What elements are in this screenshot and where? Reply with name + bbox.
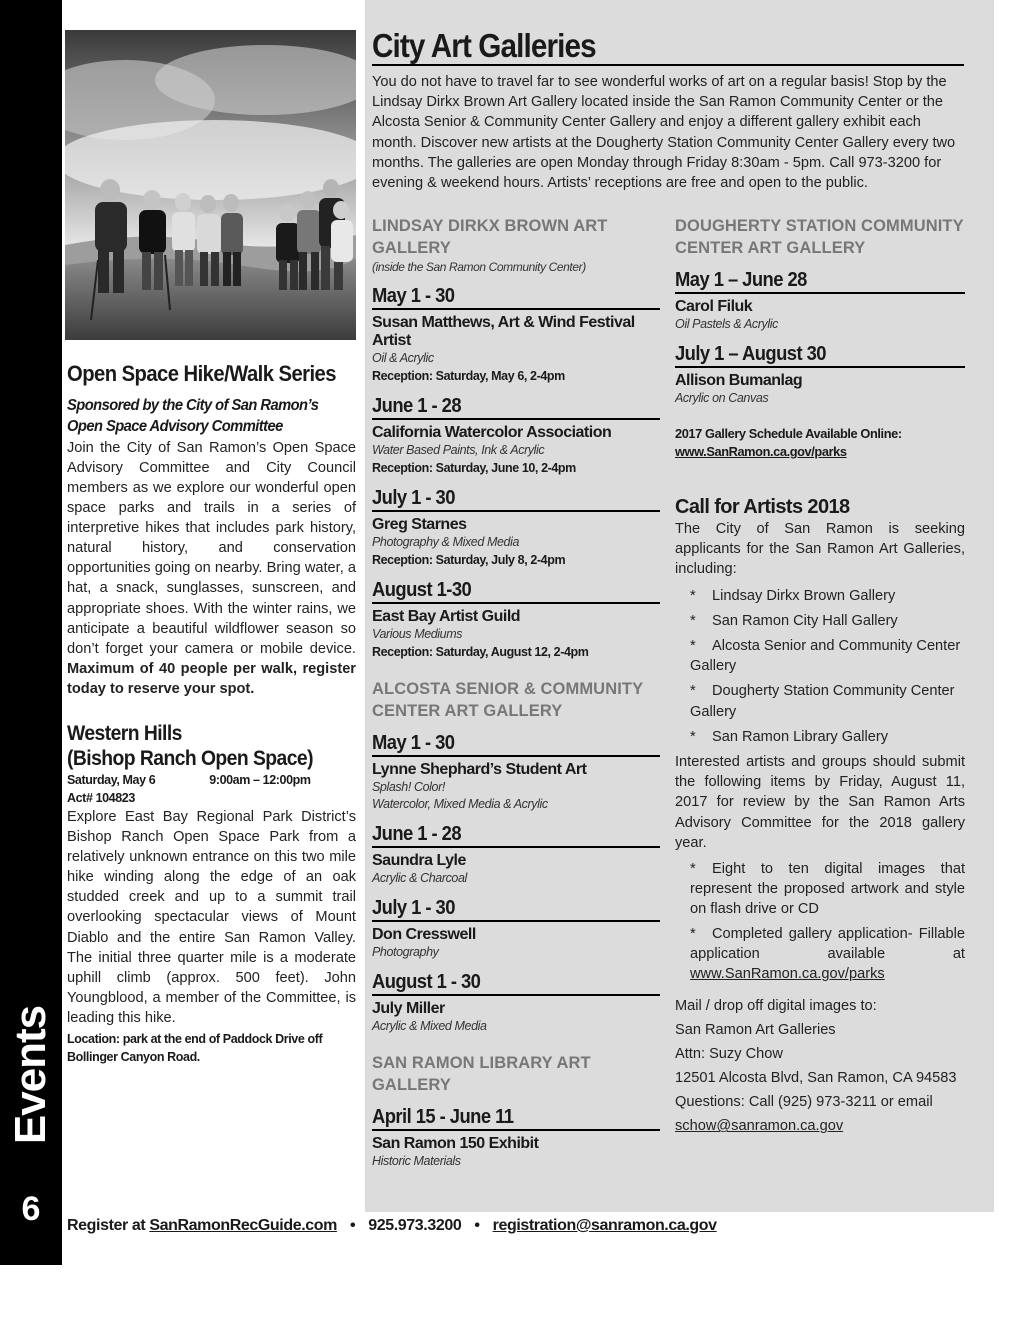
exhibit-medium: Acrylic & Charcoal — [372, 871, 467, 885]
exhibit-dates: May 1 - 30 — [372, 285, 660, 310]
register-site-link[interactable]: SanRamonRecGuide.com — [149, 1217, 337, 1234]
hike-sponsor-line1: Sponsored by the City of San Ramon’s — [67, 396, 319, 414]
list-item: * Dougherty Station Community Center Gallery — [690, 683, 955, 720]
exhibit-dates: April 15 - June 11 — [372, 1106, 660, 1131]
exhibit-medium: Photography — [372, 945, 439, 959]
exhibit-artist: Susan Matthews, Art & Wind Festival Artist — [372, 314, 635, 349]
exhibit-reception: Reception: Saturday, August 12, 2-4pm — [372, 645, 589, 659]
exhibit-artist: Saundra Lyle — [372, 852, 466, 869]
exhibit-medium-detail: Watercolor, Mixed Media & Acrylic — [372, 797, 548, 811]
dougherty-gallery-heading: DOUGHERTY STATION COMMUNITY CENTER ART GALLERY — [675, 217, 964, 257]
exhibit-dates: August 1 - 30 — [372, 971, 660, 996]
call-gallery-list — [675, 586, 965, 747]
exhibit-dates: July 1 – August 30 — [675, 343, 965, 368]
call-items-list — [675, 859, 965, 984]
galleries-title: City Art Galleries — [372, 28, 964, 66]
mail-line: Attn: Suzy Chow — [675, 1046, 783, 1063]
exhibit-medium: Water Based Paints, Ink & Acrylic — [372, 443, 545, 457]
footer-phone: 925.973.3200 — [368, 1217, 462, 1234]
schedule-link[interactable]: www.SanRamon.ca.gov/parks — [675, 444, 847, 459]
exhibit-medium: Oil & Acrylic — [372, 351, 434, 365]
list-item: * Completed gallery application- Fillable application available at www.SanRamon.ca.gov/parks — [690, 925, 965, 983]
western-hills-title-line2: (Bishop Ranch Open Space) — [67, 747, 313, 770]
exhibit-dates: July 1 - 30 — [372, 897, 660, 922]
application-link[interactable]: www.SanRamon.ca.gov/parks — [690, 966, 885, 983]
list-item: * San Ramon Library Gallery — [690, 728, 889, 745]
exhibit-medium: Acrylic & Mixed Media — [372, 1019, 487, 1033]
exhibit-dates: June 1 - 28 — [372, 395, 660, 420]
exhibit-medium: Splash! Color! — [372, 780, 445, 794]
exhibit-dates: May 1 – June 28 — [675, 269, 965, 294]
mail-line: Questions: Call (925) 973-3211 or email — [675, 1094, 933, 1111]
western-hills-title-line1: Western Hills — [67, 722, 182, 745]
exhibit-dates: July 1 - 30 — [372, 487, 660, 512]
gallery-column-right — [675, 216, 965, 1138]
hike-column — [67, 360, 356, 1066]
exhibit-artist: California Watercolor Association — [372, 424, 612, 441]
exhibit-medium: Historic Materials — [372, 1154, 461, 1168]
western-hills-date-time: Saturday, May 6 9:00am – 12:00pm — [67, 773, 311, 787]
call-for-artists-title: Call for Artists 2018 — [675, 496, 850, 518]
mail-line: 12501 Alcosta Blvd, San Ramon, CA 94583 — [675, 1070, 957, 1087]
contact-email-link[interactable]: schow@sanramon.ca.gov — [675, 1118, 844, 1135]
exhibit-reception: Reception: Saturday, May 6, 2-4pm — [372, 369, 565, 383]
section-label: Events — [6, 1005, 55, 1145]
exhibit-reception: Reception: Saturday, June 10, 2-4pm — [372, 461, 576, 475]
western-hills-activity-number: Act# 104823 — [67, 791, 135, 805]
exhibit-medium: Acrylic on Canvas — [675, 391, 769, 405]
exhibit-artist: Lynne Shephard’s Student Art — [372, 761, 587, 778]
exhibit-medium: Oil Pastels & Acrylic — [675, 317, 778, 331]
footer-separator: • — [350, 1217, 356, 1234]
footer-separator: • — [474, 1217, 480, 1234]
western-hills-location: Location: park at the end of Paddock Drive off Bollinger Canyon Road. — [67, 1032, 323, 1065]
hike-sponsor-line2: Open Space Advisory Committee — [67, 418, 283, 436]
exhibit-medium: Various Mediums — [372, 627, 463, 641]
mail-line: San Ramon Art Galleries — [675, 1022, 836, 1039]
western-hills-description: Explore East Bay Regional Park District’s Bishop Ranch Open Space Park from a relatively unknown entrance on this two mile hike winding along the edge of an oak studded creek and up to a summit trail overlooking spectacular views of Mount Diablo and the entire San Ramon Valley. The initial three quarter mile is a moderate uphill climb (approx. 500 feet). John Youngblood, a member of the Committee, is leading this hike. — [67, 809, 356, 1026]
exhibit-artist: San Ramon 150 Exhibit — [372, 1135, 539, 1152]
galleries-intro: You do not have to travel far to see wonderful works of art on a regular basis! Stop by the Lindsay Dirkx Brown Art Gallery located inside the San Ramon Community Center or the Alcosta Senior & Community Center Gallery and enjoy a different gallery exhibit each month. Discover new artists at the Dougherty Station Community Center Gallery every two months. The galleries are open Monday through Friday 8:30am - 5pm. Call 973-3200 for evening & weekend hours. Artists’ receptions are free and open to the public. — [372, 74, 956, 192]
exhibit-artist: Allison Bumanlag — [675, 372, 803, 389]
mail-line: Mail / drop off digital images to: — [675, 998, 877, 1015]
call-submit-text: Interested artists and groups should submit the following items by Friday, August 11, 2017 for review by the San Ramon Arts Advisory Committee for the 2018 gallery year. — [675, 754, 965, 851]
lindsay-gallery-note: (inside the San Ramon Community Center) — [372, 260, 586, 274]
schedule-label: 2017 Gallery Schedule Available Online: — [675, 426, 902, 441]
call-intro: The City of San Ramon is seeking applicants for the San Ramon Art Galleries, including: — [675, 521, 965, 578]
register-label: Register at — [67, 1217, 146, 1234]
list-item: * San Ramon City Hall Gallery — [690, 612, 898, 629]
exhibit-dates: August 1-30 — [372, 579, 660, 604]
mail-instructions — [675, 994, 965, 1138]
list-item: * Lindsay Dirkx Brown Gallery — [690, 587, 896, 604]
exhibit-dates: May 1 - 30 — [372, 732, 660, 757]
list-item: * Alcosta Senior and Community Center Gallery — [690, 638, 961, 675]
gallery-column-left — [372, 216, 660, 1170]
exhibit-artist: Carol Filuk — [675, 298, 753, 315]
alcosta-gallery-heading: ALCOSTA SENIOR & COMMUNITY CENTER ART GALLERY — [372, 680, 643, 720]
hikers-photo — [65, 30, 356, 340]
exhibit-dates: June 1 - 28 — [372, 823, 660, 848]
footer — [67, 1214, 967, 1238]
exhibit-artist: July Miller — [372, 1000, 445, 1017]
exhibit-artist: East Bay Artist Guild — [372, 608, 521, 625]
registration-email-link[interactable]: registration@sanramon.ca.gov — [492, 1217, 717, 1234]
exhibit-artist: Greg Starnes — [372, 516, 467, 533]
hike-description: Join the City of San Ramon’s Open Space Advisory Committee and City Council members as we explore our wonderful open space parks and trails in a series of interpretive hikes that includes park history, natural history, and conservation opportunities going on nearby. Bring water, a hat, a snack, sunglasses, sunscreen, and appropriate shoes. With the winter rains, we anticipate a beautiful wildflower season so don’t forget your camera or mobile device. Maximum of 40 people per walk, register today to reserve your spot. — [67, 439, 356, 697]
page-number: 6 — [21, 1190, 41, 1228]
lindsay-gallery-heading: LINDSAY DIRKX BROWN ART GALLERY — [372, 217, 608, 257]
exhibit-reception: Reception: Saturday, July 8, 2-4pm — [372, 553, 566, 567]
hike-title: Open Space Hike/Walk Series — [67, 361, 336, 386]
list-item: * Eight to ten digital images that represent the proposed artwork and style on flash drive or CD — [690, 861, 965, 918]
exhibit-artist: Don Cresswell — [372, 926, 476, 943]
library-gallery-heading: SAN RAMON LIBRARY ART GALLERY — [372, 1054, 591, 1094]
exhibit-medium: Photography & Mixed Media — [372, 535, 520, 549]
